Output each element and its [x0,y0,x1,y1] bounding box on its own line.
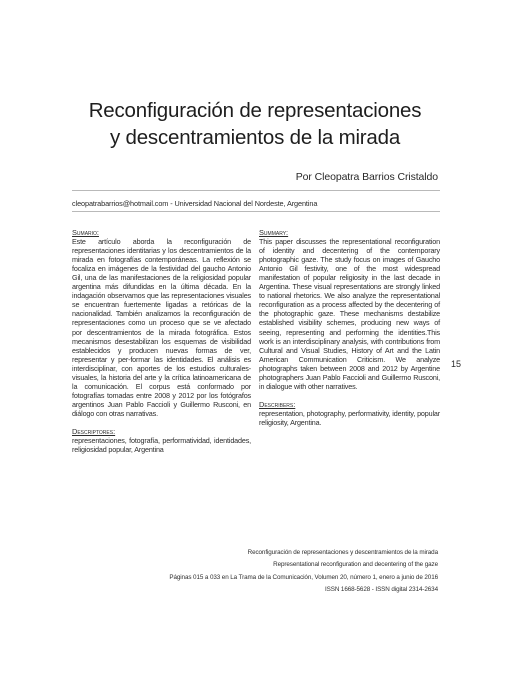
english-abstract-column [259,228,440,427]
describers-heading: Describers: [259,399,296,409]
top-divider [72,190,440,191]
article-title [0,97,510,151]
title-line-2: y descentramientos de la mirada [109,126,401,149]
author-affiliation: cleopatrabarrios@hotmail.com - Universidad Nacional del Nordeste, Argentina [72,199,318,208]
describers-text: representation, photography, performativity, identity, popular religiosity, Argentina. [259,408,440,427]
summary-heading: Summary: [259,228,289,237]
descriptores-heading: Descriptores: [72,426,116,436]
footer-citation: Páginas 015 a 033 en La Trama de la Comunicación, Volumen 20, número 1, enero a junio de 2016 [169,574,438,581]
title-line-1: Reconfiguración de representaciones [88,99,422,122]
footer-spanish-title: Reconfiguración de representaciones y descentramientos de la mirada [247,549,438,556]
page-number: 15 [451,359,462,369]
spanish-abstract-column [72,228,251,454]
footer-english-title: Representational reconfiguration and decentering of the gaze [273,561,438,568]
summary-text: This paper discusses the representational reconfiguration of identity and decentering of the contemporary photographic gaze. The study focus on images of Gaucho Antonio Gil festivity, one of the most widespread manifestation of popular religiosity in the last decade in Argentina. These visual representations are strongly linked to national rhetorics. We also analyze the representational reconfiguration as a process affected by the decentering of the photographic gaze. These mechanisms destabilize established visibility schemes, producing new ways of seeing, representing and performing the identities.This work is an interdisciplinary analysis, with contributions from Cultural and Visual Studies, History of Art and the Latin American Communication Criticism. We analyze photographs taken between 2008 and 2012 by Argentine photographers Juan Pablo Faccioli and Guillermo Rusconi, in dialogue with other narratives. [259,237,440,391]
sumario-text: Este artículo aborda la reconfiguración de representaciones identitarias y los descentramientos de la mirada en fotografías contemporáneas. La reflexión se focaliza en imágenes de la festividad del gaucho Antonio Gil, una de las manifestaciones de la religiosidad popular argentina más difundidas en la última década. En la indagación observamos que las representaciones visuales se encuentran fuertemente ligadas a retóricas de la nacionalidad. También analizamos la reconfiguración de representaciones como un proceso que se ve afectado por descentramientos de la mirada fotográfica. Estos mecanismos desestabilizan los esquemas de visibilidad establecidos y producen nuevas formas de ver, representar y per-formar las identidades. El análisis es interdisciplinar, con aportes de los estudios culturales-visuales, la historia del arte y la crítica latinoamericana de la comunicación. El corpus está conformado por fotografías tomadas entre 2008 y 2012 por los fotógrafos argentinos Juan Pablo Faccioli y Guillermo Rusconi, en diálogo con otras narrativas. [72,237,251,418]
footer-issn: ISSN 1668-5628 - ISSN digital 2314-2634 [324,586,438,593]
bottom-divider [72,211,440,212]
author-byline: Por Cleopatra Barrios Cristaldo [295,171,438,183]
descriptores-text: representaciones, fotografía, performatividad, identidades, religiosidad popular, Argentina [72,436,251,455]
sumario-heading: Sumario: [72,228,99,237]
